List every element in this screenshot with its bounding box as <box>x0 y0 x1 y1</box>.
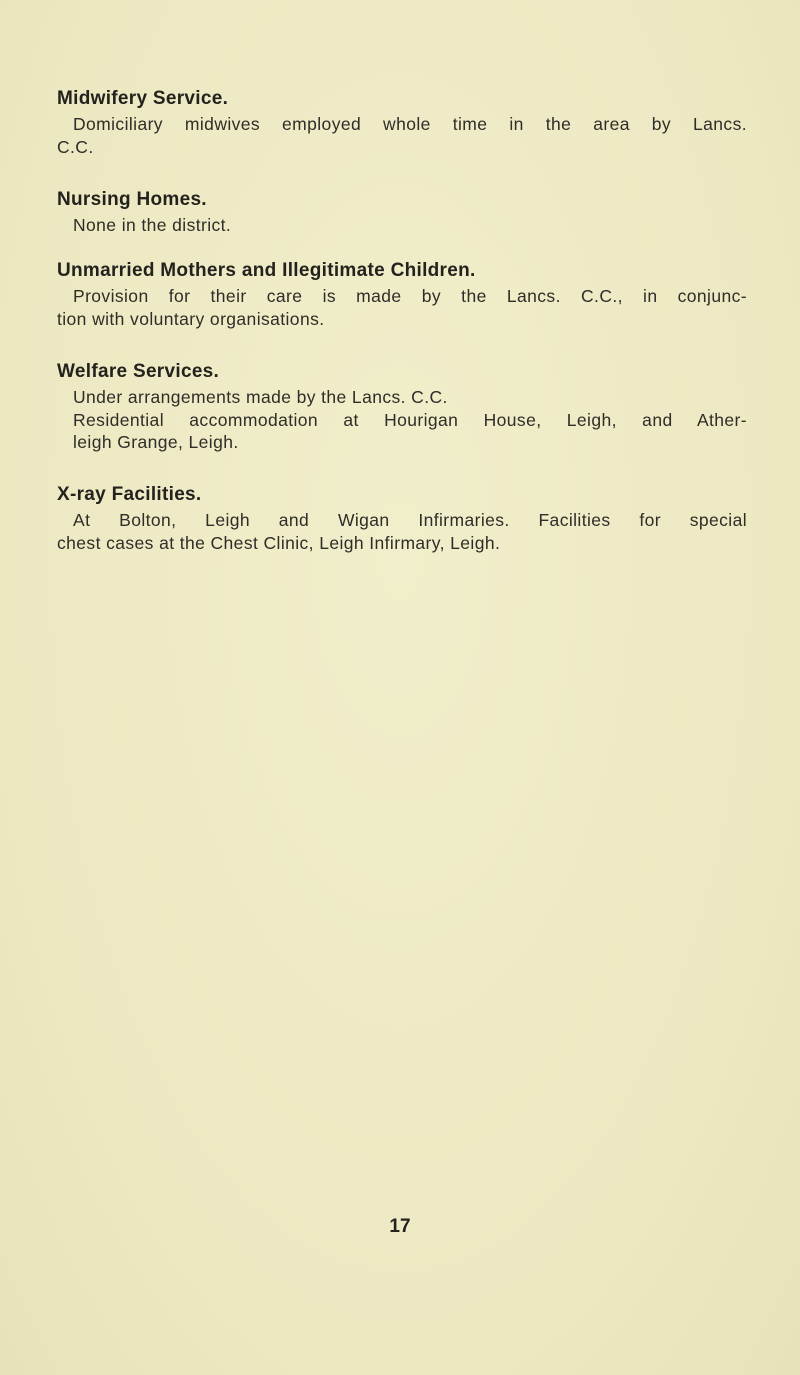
section-heading: Welfare Services. <box>57 361 220 382</box>
section-body <box>57 214 747 237</box>
section-body <box>57 285 747 330</box>
section-heading: Midwifery Service. <box>57 88 229 109</box>
body-line: Provision for their care is made by the Lancs. C.C., in conjunc- <box>73 286 747 306</box>
section-nursing-homes <box>57 188 747 237</box>
section-body <box>57 386 747 454</box>
section-welfare-services <box>57 360 747 454</box>
section-midwifery-service <box>57 87 747 158</box>
body-line: Residential accommodation at Hourigan House, Leigh, and Ather- <box>73 409 747 430</box>
section-body <box>57 113 747 158</box>
body-line: At Bolton, Leigh and Wigan Infirmaries. Facilities for special <box>73 510 747 530</box>
body-line: C.C. <box>57 136 94 157</box>
section-heading: X-ray Facilities. <box>57 484 202 505</box>
section-xray-facilities <box>57 483 747 554</box>
body-line: Domiciliary midwives employed whole time in the area by Lancs. <box>73 114 747 134</box>
section-heading: Unmarried Mothers and Illegitimate Children. <box>57 260 476 281</box>
body-line: chest cases at the Chest Clinic, Leigh Infirmary, Leigh. <box>57 532 501 553</box>
page-number: 17 <box>389 1216 411 1237</box>
body-line: None in the district. <box>73 215 232 235</box>
section-heading: Nursing Homes. <box>57 189 207 210</box>
body-line: tion with voluntary organisations. <box>57 308 325 329</box>
body-line: Under arrangements made by the Lancs. C.C. <box>73 387 448 407</box>
section-unmarried-mothers <box>57 259 747 330</box>
body-line: leigh Grange, Leigh. <box>73 432 239 452</box>
section-body <box>57 509 747 554</box>
